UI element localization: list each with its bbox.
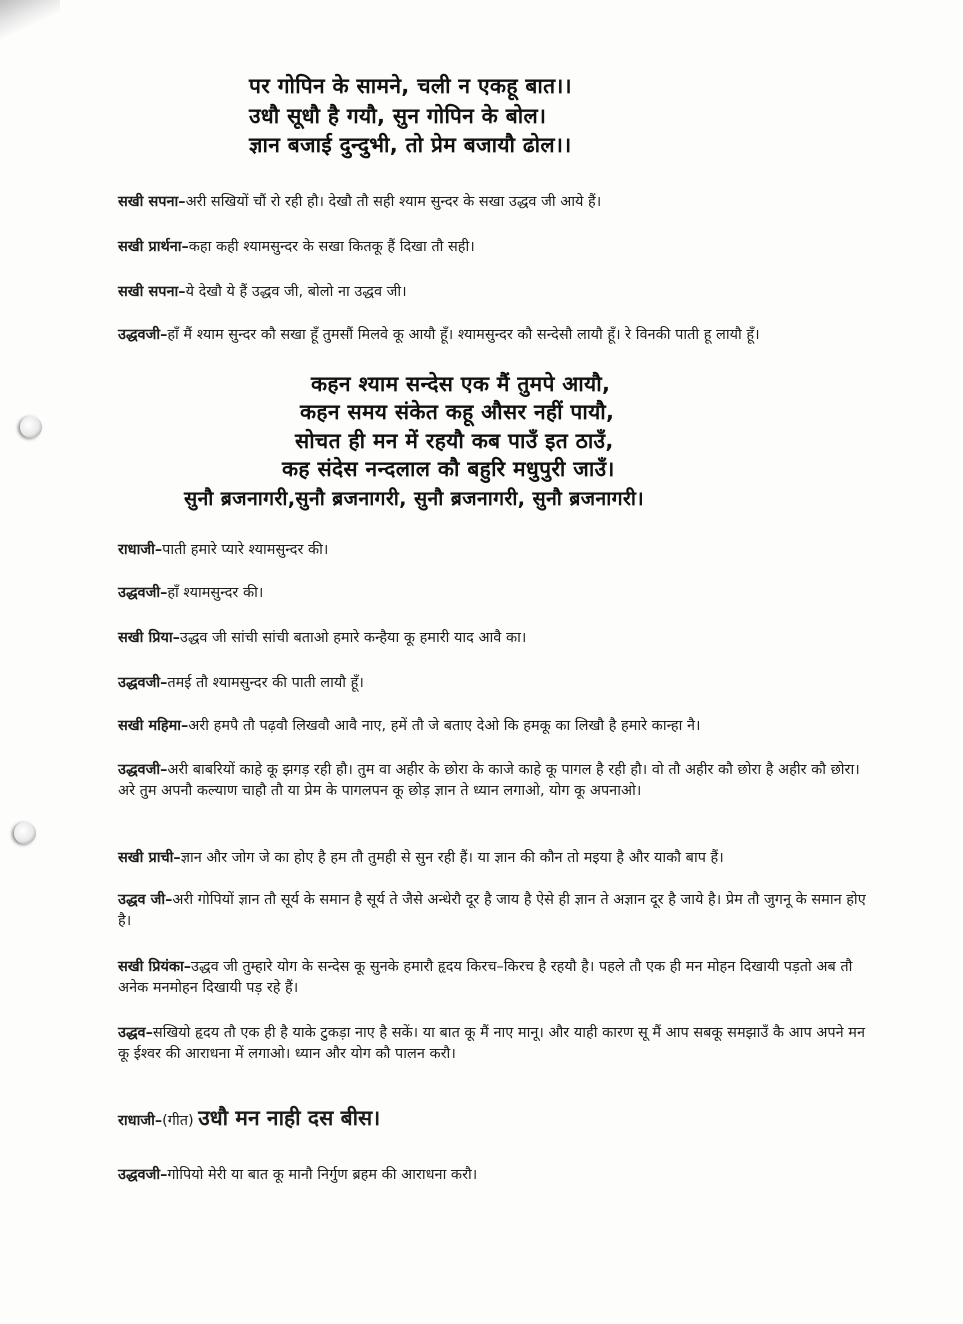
dialogue-paragraph <box>118 1108 868 1132</box>
dialogue-paragraph <box>118 957 868 999</box>
speaker-name: उद्धवजी– <box>118 1167 168 1183</box>
speaker-name: उद्धव जी– <box>118 892 173 908</box>
speaker-name: सखी महिमा– <box>118 718 189 734</box>
dialogue-text: (गीत) <box>162 1113 194 1129</box>
speaker-name: उद्धवजी– <box>118 675 168 691</box>
dialogue-paragraph <box>118 716 868 737</box>
speaker-name: उद्धवजी– <box>118 585 168 601</box>
dialogue-text: अरी सखियों चौं रो रही हौ। देखौ तौ सही श्याम सुन्दर के सखा उद्धव जी आये हैं। <box>185 194 602 210</box>
song-title: उधौ मन नाही दस बीस। <box>198 1106 381 1130</box>
speaker-name: सखी प्रार्थना– <box>118 239 189 255</box>
speaker-name: सखी प्रियंका– <box>118 959 192 975</box>
dialogue-text: तमई तौ श्यामसुन्दर की पाती लायौ हूँ। <box>167 675 364 691</box>
dialogue-paragraph <box>118 583 868 604</box>
dialogue-text: अरी बाबरियों काहे कू झगड़ रही हौ। तुम वा अहीर के छोरा के काजे काहे कू पागल है रही हौ। वो तौ अहीर कौ छोरा है अहीर कौ छोरा। अरे तुम अपनौ कल्याण चाहौ तौ या प्रेम के पागलपन कू छोड़ ज्ञान ते ध्यान लगाओ, योग कू अपनाओ। <box>118 762 860 799</box>
speaker-name: उद्धव– <box>118 1025 153 1041</box>
dialogue-paragraph <box>118 673 868 694</box>
verse-line: सोचत ही मन में रहयौ कब पाउँ इत ठाउँ, <box>295 429 614 453</box>
dialogue-text: पाती हमारे प्यारे श्यामसुन्दर की। <box>162 542 329 558</box>
dialogue-paragraph <box>118 1023 868 1065</box>
dialogue-paragraph <box>118 890 868 932</box>
dialogue-text: अरी गोपियों ज्ञान तौ सूर्य के समान है सूर्य ते जैसे अन्धेरौ दूर है जाय है ऐसे ही ज्ञान ते अज्ञान दूर है जाये है। प्रेम तौ जुगनू के समान होए है। <box>118 892 866 929</box>
dialogue-text: हॉं श्यामसुन्दर की। <box>167 585 264 601</box>
verse-line: कहन समय संकेत कहू औसर नहीं पायौ, <box>300 400 615 424</box>
dialogue-paragraph <box>118 760 868 802</box>
dialogue-text: ज्ञान और जोग जे का होए है हम तौ तुमही से सुन रही हैं। या ज्ञान की कौन तो मइया है और याकौ बाप हैं। <box>180 850 724 866</box>
verse-line: कहन श्याम सन्देस एक मैं तुमपे आयौ, <box>311 372 611 396</box>
verse-line: पर गोपिन के सामने, चली न एकहू बात।। <box>249 74 572 98</box>
speaker-name: सखी प्राची– <box>118 850 181 866</box>
dialogue-text: अरी हमपै तौ पढ़वौ लिखवौ आवै नाए, हमें तौ जे बताए देओ कि हमकू का लिखौ है हमारे कान्हा नै। <box>188 718 701 734</box>
dialogue-text: कहा कही श्यामसुन्दर के सखा कितकू हैं दिखा तौ सही। <box>188 239 475 255</box>
dialogue-text: गोपियो मेरी या बात कू मानौ निर्गुण ब्रहम की आराधना करौ। <box>167 1167 478 1183</box>
dialogue-text: सखियो हृदय तौ एक ही है याके टुकड़ा नाए है सकें। या बात कू मैं नाए मानू। और याही कारण सू मैं आप सबकू समझाउँ कै आप अपने मन कू ईश्वर की आराधना में लगाओ। ध्यान और योग कौ पालन करौ। <box>118 1025 866 1062</box>
punch-hole <box>14 822 36 844</box>
dialogue-paragraph <box>118 1165 868 1186</box>
verse-line: उधौ सूधौ है गयौ, सुन गोपिन के बोल। <box>249 104 547 128</box>
dialogue-text: उद्धव जी सांची सांची बताओ हमारे कन्हैया कू हमारी याद आवै का। <box>179 630 527 646</box>
dialogue-paragraph <box>118 628 868 649</box>
punch-hole <box>20 416 42 438</box>
dialogue-text: उद्धव जी तुम्हारे योग के सन्देस कू सुनके हमारौ हृदय किरच–किरच है रहयौ है। पहले तौ एक ही मन मोहन दिखायी पड़तो अब तौ अनेक मनमोहन दिखायी पड़ रहे हैं। <box>118 959 853 996</box>
dialogue-text: हॉं मैं श्याम सुन्दर कौ सखा हूँ तुमसौं मिलवे कू आयौ हूँ। श्यामसुन्दर कौ सन्देसौ लायौ हूँ। रे विनकी पाती हू लायौ हूँ। <box>167 327 760 343</box>
dialogue-paragraph <box>118 282 868 303</box>
verse-line: सुनौ ब्रजनागरी,सुनौ ब्रजनागरी, सुनौ ब्रजनागरी, सुनौ ब्रजनागरी। <box>184 487 644 510</box>
verse-line: कह संदेस नन्दलाल कौ बहुरि मधुपुरी जाउँ। <box>282 457 615 481</box>
speaker-name: राधाजी– <box>118 1113 163 1129</box>
speaker-name: राधाजी– <box>118 542 163 558</box>
dialogue-paragraph <box>118 540 868 561</box>
dialogue-text: ये देखौ ये हैं उद्धव जी, बोलो ना उद्धव जी। <box>185 284 407 300</box>
dialogue-paragraph <box>118 192 868 213</box>
speaker-name: सखी सपना– <box>118 284 186 300</box>
page-corner-fold <box>0 0 60 40</box>
dialogue-paragraph <box>118 848 868 869</box>
speaker-name: उद्धवजी– <box>118 762 168 778</box>
dialogue-paragraph <box>118 237 868 258</box>
speaker-name: उद्धवजी– <box>118 327 168 343</box>
speaker-name: सखी सपना– <box>118 194 186 210</box>
speaker-name: सखी प्रिया– <box>118 630 180 646</box>
dialogue-paragraph <box>118 325 868 346</box>
verse-line: ज्ञान बजाई दुन्दुभी, तो प्रेम बजायौ ढोल।। <box>249 133 572 157</box>
